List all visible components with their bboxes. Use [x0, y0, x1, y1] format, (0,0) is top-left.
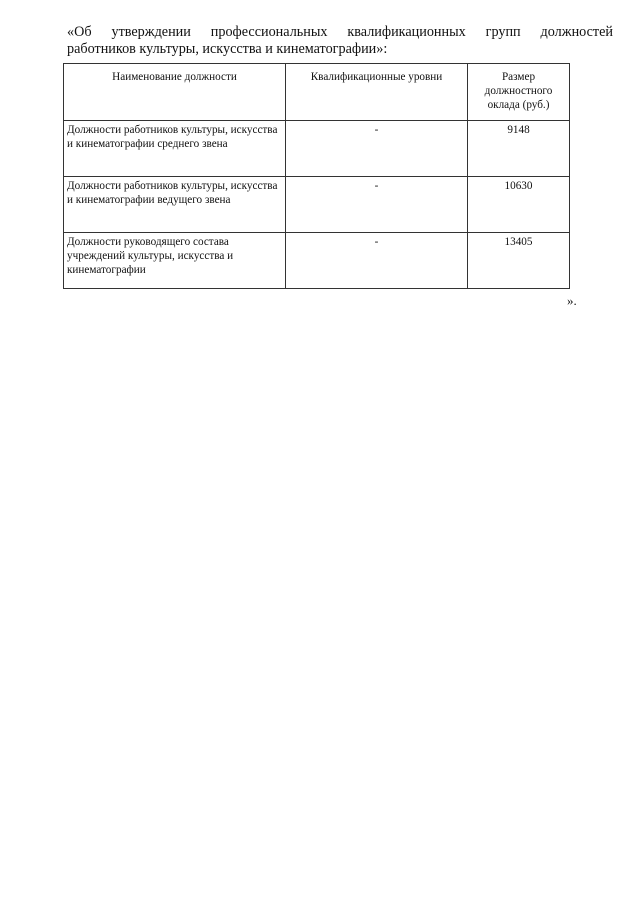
document-heading	[67, 24, 613, 58]
position-name-cell: Должности работников культуры, искусства и кинематографии ведущего звена	[64, 177, 286, 233]
position-name-cell: Должности работников культуры, искусства и кинематографии среднего звена	[64, 121, 286, 177]
salary-cell: 9148	[468, 121, 570, 177]
closing-quote-mark: ».	[567, 293, 577, 308]
table-row	[64, 121, 570, 177]
qualification-level-cell: -	[286, 233, 468, 289]
salary-cell: 10630	[468, 177, 570, 233]
header-qualification-levels: Квалификационные уровни	[286, 64, 468, 121]
table-header-row	[64, 64, 570, 121]
heading-line-2: работников культуры, искусства и кинематографии»:	[67, 41, 388, 57]
salary-table	[63, 63, 570, 289]
salary-cell: 13405	[468, 233, 570, 289]
header-position-name: Наименование должности	[64, 64, 286, 121]
table-row	[64, 233, 570, 289]
header-salary: Размер должностного оклада (руб.)	[468, 64, 570, 121]
qualification-level-cell: -	[286, 121, 468, 177]
table-row	[64, 177, 570, 233]
qualification-level-cell: -	[286, 177, 468, 233]
position-name-cell: Должности руководящего состава учреждений культуры, искусства и кинематографии	[64, 233, 286, 289]
heading-line-1: «Об утверждении профессиональных квалификационных групп должностей	[67, 24, 613, 40]
